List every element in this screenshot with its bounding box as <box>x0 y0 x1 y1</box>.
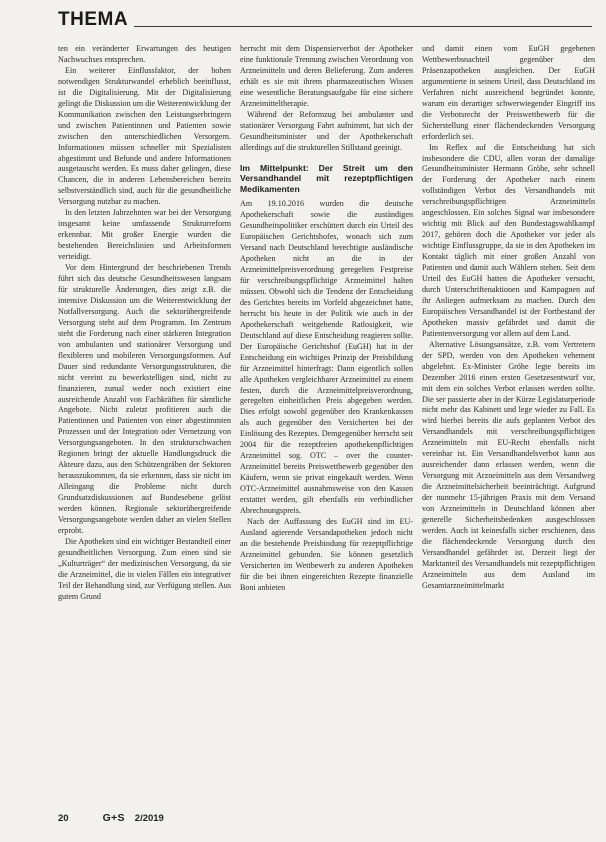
paragraph: ten ein veränderter Erwartungen des heutigen Nachwuchses entsprechen. <box>58 44 231 64</box>
section-subheading: Im Mittelpunkt: Der Streit um den Versandhandel mit rezeptpflichtigen Medikamenten <box>240 162 413 194</box>
column-1 <box>58 44 231 800</box>
paragraph: Die Apotheken sind ein wichtiger Bestandteil einer gesundheitlichen Versorgung. Zum einen sind sie „Kulturträger“ der medizinischen Versorgung, da sie die Arzneimittel, die in vielen Fällen ein integrativer Teil der Behandlung sind, zur Verfügung stellen. Aus gutem Grund <box>58 536 231 601</box>
page-footer <box>58 812 164 824</box>
journal-logo: G+S <box>102 812 125 824</box>
paragraph: Im Reflex auf die Entscheidung hat sich insbesondere die CDU, allen voran der damalige Gesundheitsminister Hermann Gröhe, sehr schnell der Forderung der Apotheker nach einem vollständigen Verbot des Versandhandels mit verschreibungspflichtigen Arzneimitteln angeschlossen. Ein solches Signal war insbesondere wichtig mit Blick auf den Bundestagswahlkampf 2017, gehören doch die Apotheker vor jeder als wichtige Einflussgruppe, da sie in den Apotheken im Kontakt täglich mit einer großen Anzahl von Patienten und damit auch Wählern stehen. Seit dem Urteil des EuGH hatten die Apotheker versucht, durch Unterschriftenaktionen und Kampagnen auf ihr Anliegen aufmerksam zu machen. Durch den Europäischen Versandhandel ist der Fortbestand der Apotheken massiv gefährdet und damit die Patientenversorgung vor allem auf dem Land. <box>422 142 595 338</box>
paragraph: Am 19.10.2016 wurden die deutsche Apothekerschaft sowie die zuständigen Gesundheitspolitiker erschüttert durch ein Urteil des Europäischen Gerichtshofes, wonach sich zum Versand nach Deutschland berechtigte ausländische Apotheken nicht an die in der Arzneimittelpreisverordnung geregelten Festpreise für verschreibungspflichtige Arzneimittel halten müssen. Obwohl sich die Tendenz der Entscheidung des Gerichtes bereits im Vorfeld abgezeichnet hatte, herrscht bis heute in der Politik wie auch in der Apothekerschaft weitgehende Ratlosigkeit, wie Deutschland auf diese Entscheidung reagieren sollte. Der Europäische Gerichtshof (EuGH) hat in der Entscheidung ein wichtiges Prinzip der Preisbildung für Arzneimittel hinterfragt: Dann eigentlich sollen alle Apotheken vergleichbarer Arzneimittel zu einem festen, durch die Arzneimittelpreisverordnung, geregelten einheitlichen Preis abgegeben werden. Dies erfolgt sowohl gegenüber den Krankenkassen als auch gegenüber den Versicherten bei der Einlösung des Rezeptes. Demgegenüber herrscht seit 2004 für die rezeptfreien apothekenpflichtigen Arzneimittel sog. OTC – over the counter-Arzneimittel bereits Preiswettbewerb gegenüber den Käufern, wenn sie privat eingekauft werden. Wenn OTC-Arzneimittel ausnahmsweise von den Kassen erstattet werden, gilt ebenfalls ein verbindlicher Abrechnungspreis. <box>240 199 413 515</box>
paragraph: Alternative Lösungsansätze, z.B. vom Vertretern der SPD, werden von den Apotheken vehement abgelehnt. Ex-Minister Gröhe legte bereits im Dezember 2016 einen ersten Gesetzesentwurf vor, mit dem ein solches Verbot erlassen werden sollte. Die ser passierte aber in der Kürze Legislaturperiode nicht mehr das Kabinett und lege wieder zu Fall. Es wird hierbei bereits die aufs geplanten Verbot des Versandhandels mit verschreibungspflichtigen Arzneimitteln mit EU-Recht ebenfalls nicht vereinbar ist. Ein Versandhandelsverbot kann aus ausreichender dann erlassen werden, wenn die Versorgung mit Arzneimitteln aus dem Versandweg die Arzneimittelsicherheit beeinträchtigt. Aufgrund der nunmehr 15-jährigen Praxis mit dem Versand von Arzneimitteln in Deutschland können aber generelle Sicherheitsbedenken ausgeschlossen werden. Auch ist keinesfalls sicher erschienen, dass die flächendeckende Versorgung durch den Versandhandel gefährdet ist. Derzeit liegt der Marktanteil des Versandhandels mit rezeptpflichtigen Arzneimitteln aus dem Ausland im Gesamtarzneimittelmarkt <box>422 339 595 590</box>
article-body <box>58 44 596 800</box>
paragraph: In den letzten Jahrzehnten war bei der Versorgung insgesamt keine umfassende Strukturreform erkennbar. Mit großer Energie wurden die bestehenden Bereichslinien und Arbeitsformen verteidigt. <box>58 208 231 262</box>
paragraph: Ein weiterer Einflussfaktor, der hohen notwendigen Strukturwandel erheblich beeinflusst, ist die Digitalisierung. Mit der Digitalisierung gelingt die Diskussion um die Weiterentwicklung der Kommunikation zwischen den Leistungserbringern und zwischen Patientinnen und Patienten sowie zwischen den unterschiedlichen Versorgern. Informationen müssen schneller mit Spezialisten abgestimmt und Befunde und andere Informationen ausgetauscht werden. Es muss daher gelingen, diese Chancen, die in anderen Lebensbereichen bereits selbstverständlich sind, auch für die gesundheitliche Versorgung nutzbar zu machen. <box>58 65 231 207</box>
header-rule <box>134 26 592 27</box>
page-header <box>58 6 592 30</box>
issue-number: 2/2019 <box>134 813 164 824</box>
column-3 <box>422 44 595 800</box>
page-number: 20 <box>58 813 69 824</box>
paragraph: Vor dem Hintergrund der beschriebenen Trends führt sich das deutsche Gesundheitswesen langsam für strukturelle Änderungen, dies zeigt z.B. die intensive Diskussion um die Weiterentwicklung der Notfallversorgung. Auch die sektorübergreifende Versorgung steht auf dem Programm. Im Zentrum steht die Forderung nach einer stärkeren Integration von ambulanten und stationärer Versorgung und flexibleren und mobileren Versorgungsformen. Auf Dauer sind redundante Versorgungsstrukturen, die nicht vereint zu bewerkstelligen sind, nicht zu finanzieren, zumal weder noch existiert eine ausreichende Anzahl von Fachkräften für sämtliche Angebote. Nicht zuletzt profitieren auch die Patientinnen und Patienten von einer abgestimmten Prozessen und der Integration oder Vernetzung von Versorgungsangeboten. In den strukturschwachen Regionen bringt der aktuelle Handlungsdruck die Akteure dazu, aus den Schützengräben der Sektoren herauszukommen, da sie erkennen, dass sie nicht im Alleingang die Probleme nicht durch Grundsatzdiskussionen auf Bundesebene gelöst werden können. Regionale sektorübergreifende Versorgungsangebote werden daher an vielen Stellen erprobt. <box>58 263 231 535</box>
paragraph: Während der Reformzug bei ambulanter und stationärer Versorgung Fahrt aufnimmt, hat sich der Gesundheitsminister und der Apothekerschaft allerdings auf die strukturellen Stillstand geeinigt. <box>240 109 413 152</box>
column-2 <box>240 44 413 800</box>
paragraph: Nach der Auffassung des EuGH sind im EU-Ausland agierende Versandapotheken jedoch nicht an die bestehende Preisbindung für rezeptpflichtige Arzneimittel gebunden. Sie können gesetzlich Versicherten im Wettbewerb zu anderen Apotheken für die bei ihnen eingereichten Rezepte finanzielle Boni anbieten <box>240 516 413 592</box>
section-title: THEMA <box>58 9 129 30</box>
paragraph: und damit einen vom EuGH gegebenen Wettbewerbsnachteil gegenüber den Präsenzapotheken ausgleichen. Der EuGH argumentierte in seinem Urteil, dass Deutschland im Verfahren nicht ausreichend begründet konnte, warum ein derartiger schwerwiegender Eingriff ins die Verbotsrecht der Preiswettbewerb für die Sicherstellung einer flächendeckenden Versorgung erforderlich sei. <box>422 44 595 141</box>
paragraph: herrscht mit dem Dispensierverbot der Apotheker eine funktionale Trennung zwischen Verordnung von Arzneimitteln und deren Belieferung. Zum anderen erhält es sie mit ihrem pharmazeutischen Wissen eine wesentliche Beratungsaufgabe für eine sichere Arzneimitteltherapie. <box>240 44 413 108</box>
